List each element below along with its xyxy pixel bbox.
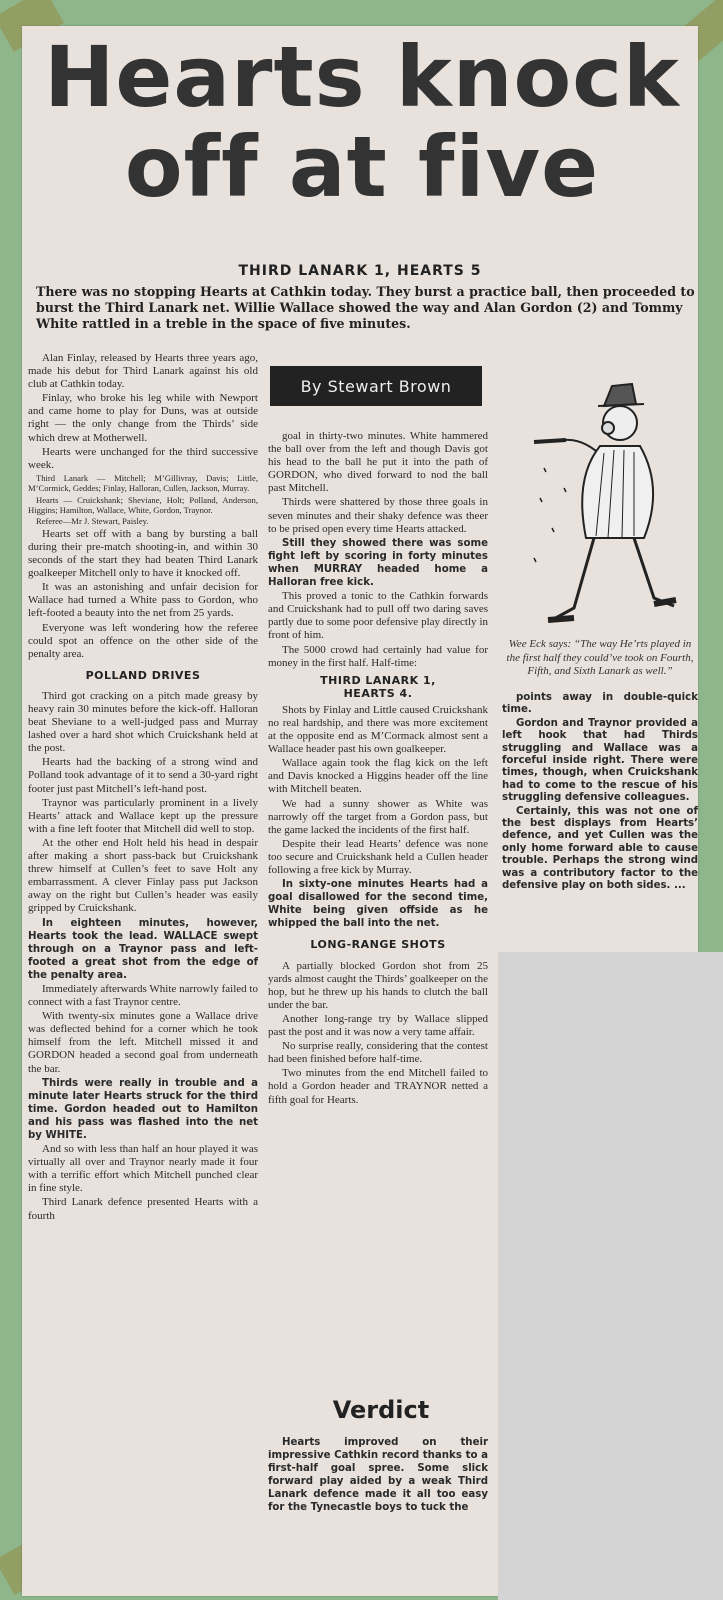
headline-line-1: Hearts knock <box>44 28 680 126</box>
paragraph: Everyone was left wondering how the referee could spot an offence on the other side of the penalty area. <box>28 621 258 660</box>
paragraph-bold: In sixty-one minutes Hearts had a goal disallowed for the second time, White being given offside as he whipped the ball into the net. <box>268 879 488 930</box>
cartoon-caption: Wee Eck says: “The way He’rts played in the first half they could’ve took on Fourth, Fifth, and Sixth Lanark as well.” <box>506 638 694 677</box>
paragraph: With twenty-six minutes gone a Wallace drive was deflected behind for a corner which he took himself from the left. Mitchell missed it and GORDON headed a second goal from underneath the bar. <box>28 1010 258 1075</box>
paragraph: No surprise really, considering that the contest had been finished before half-time. <box>268 1040 488 1066</box>
paragraph: Hearts set off with a bang by bursting a ball during their pre-match shooting-in, and within 30 seconds of the start they had beaten Third Lanark goalkeeper Mitchell only to have it knocked off. <box>28 527 258 580</box>
subheading-half-time-score <box>268 674 488 700</box>
paragraph-bold: In eighteen minutes, however, Hearts took the lead. WALLACE swept through on a Traynor pass and left-footed a great shot from the edge of the penalty area. <box>28 917 258 981</box>
paragraph: This proved a tonic to the Cathkin forwards and Cruickshank had to pull off two daring saves partly due to some poor defensive play directly in front of him. <box>268 590 488 642</box>
subheading-long-range-shots: LONG-RANGE SHOTS <box>310 938 446 952</box>
paragraph-bold: Gordon and Traynor provided a left hook that had Thirds struggling and Wallace was a forceful inside right. There were times, though, when Cruickshank had to come to the rescue of his struggling defensive colleagues. <box>502 717 698 804</box>
paragraph: The 5000 crowd had certainly had value for money in the first half. Half-time: <box>268 643 488 669</box>
paragraph: Finlay, who broke his leg while with Newport and came home to play for Duns, was at outside right — the only change from the Thirds’ side which drew at Motherwell. <box>28 392 258 444</box>
paragraph: Traynor was particularly prominent in a lively Hearts’ attack and Wallace kept up the pressure with a fine left footer that Mitchell did well to stop. <box>28 796 258 835</box>
column-2 <box>268 430 488 1108</box>
byline: By Stewart Brown <box>300 376 452 396</box>
column-1 <box>28 352 258 1224</box>
paragraph: Alan Finlay, released by Hearts three years ago, made his debut for Third Lanark against his old club at Cathkin today. <box>28 352 258 391</box>
scoreline: THIRD LANARK 1, HEARTS 5 <box>238 263 482 279</box>
half-time-line-2: HEARTS 4. <box>343 686 413 700</box>
verdict-text: Hearts improved on their impressive Cathkin record thanks to a first-half goal spree. Some slick forward play aided by a weak Third Lanark defence made it all too easy for the Tynecastle boys to tuck the <box>268 1437 488 1514</box>
paragraph: And so with less than half an hour played it was virtually all over and Traynor nearly made it four with a terrific effort which Mitchell punched clear in fine style. <box>28 1143 258 1195</box>
team-list-third-lanark: Third Lanark — Mitchell; M’Gillivray, Davis; Little, M’Cormick, Geddes; Finlay, Halloran, Cullen, Jackson, Murray. <box>28 472 258 494</box>
paragraph: We had a sunny shower as White was narrowly off the target from a Gordon pass, but the game lacked the incidents of the first half. <box>268 797 488 836</box>
paragraph: It was an astonishing and unfair decision for Wallace had turned a White pass to Gordon, who left-footed a beauty into the net from 25 yards. <box>28 581 258 620</box>
paragraph-bold: Still they showed there was some fight left by scoring in forty minutes when MURRAY headed home a Halloran free kick. <box>268 537 488 589</box>
headline <box>32 28 692 216</box>
paragraph: A partially blocked Gordon shot from 25 yards almost caught the Thirds’ goalkeeper on the hop, but he threw up his hands to clutch the ball under the bar. <box>268 959 488 1011</box>
paragraph: Hearts had the backing of a strong wind and Polland took advantage of it to send a 30-yard right footer just past Mitchell’s left-hand post. <box>28 756 258 795</box>
paragraph: Shots by Finlay and Little caused Cruickshank no real hardship, and there was more excitement at the opposite end as M’Cormack almost sent a Wallace header past his own goalkeeper. <box>268 703 488 756</box>
paragraph: Third Lanark defence presented Hearts with a fourth <box>28 1196 258 1222</box>
paragraph: Another long-range try by Wallace slipped past the post and it was now a very tame affair. <box>268 1012 488 1039</box>
subheading-polland-drives: POLLAND DRIVES <box>85 668 201 682</box>
standfirst: There was no stopping Hearts at Cathkin today. They burst a practice ball, then proceeded to burst the Third Lanark net. Willie Wallace showed the way and Alan Gordon (2) and Tommy White rattled in a treble in the space of five minutes. <box>36 284 695 331</box>
paragraph: goal in thirty-two minutes. White hammered the ball over from the left and though Davis got his head to the ball he put it into the path of GORDON, who dived forward to nod the ball past Mitchell. <box>268 430 488 495</box>
referee-line: Referee—Mr J. Stewart, Paisley. <box>36 516 149 527</box>
paragraph-bold: Thirds were really in trouble and a minute later Hearts struck for the third time. Gordon headed out to Hamilton and his pass was flashed into the net by WHITE. <box>28 1077 258 1141</box>
paragraph-bold: points away in double-quick time. <box>502 692 698 716</box>
paragraph-bold: Certainly, this was not one of the best displays from Hearts’ defence, and yet Cullen was the only home forward able to cause trouble. Perhaps the strong wind was a contributory factor to the defensive play on both sides. ... <box>502 805 698 892</box>
headline-line-2: off at five <box>124 118 600 216</box>
byline-box <box>270 366 482 406</box>
paragraph: Third got cracking on a pitch made greasy by heavy rain 30 minutes before the kick-off. Halloran beat Sheviane to a well-judged pass and Murray lashed over a hard shot which Cruickshank held at the post. <box>28 689 258 755</box>
background-cutout <box>498 952 723 1600</box>
column-3 <box>502 692 698 894</box>
verdict-heading: Verdict <box>332 1396 430 1424</box>
paragraph: Two minutes from the end Mitchell failed to hold a Gordon header and TRAYNOR netted a fifth goal for Hearts. <box>268 1067 488 1106</box>
paragraph: Wallace again took the flag kick on the left and Davis knocked a Higgins header off the line with Mitchell beaten. <box>268 757 488 796</box>
paragraph: Thirds were shattered by those three goals in seven minutes and their shaky defence was theer to be prised open every time Hearts attacked. <box>268 496 488 535</box>
paragraph: Hearts were unchanged for the third successive week. <box>28 445 258 471</box>
team-list-hearts: Hearts — Cruickshank; Sheviane, Holt; Polland, Anderson, Higgins; Hamilton, Wallace, White, Gordon, Traynor. <box>28 494 258 516</box>
paragraph: Despite their lead Hearts’ defence was none too secure and Cruickshank held a Cullen header following a free kick by Murray. <box>268 837 488 876</box>
paragraph: At the other end Holt held his head in despair after making a short pass-back but Cruickshank threw himself at Cullen’s feet to save Holt any embarrassment. A clever Finlay pass put Jackson away on the right but Cullen’s header was easily gripped by Cruickshank. <box>28 836 258 915</box>
paragraph: Immediately afterwards White narrowly failed to connect with a fast Traynor centre. <box>28 982 258 1009</box>
cartoon-man-icon <box>504 368 694 638</box>
half-time-line-1: THIRD LANARK 1, <box>320 673 436 687</box>
verdict-section <box>268 1436 488 1516</box>
